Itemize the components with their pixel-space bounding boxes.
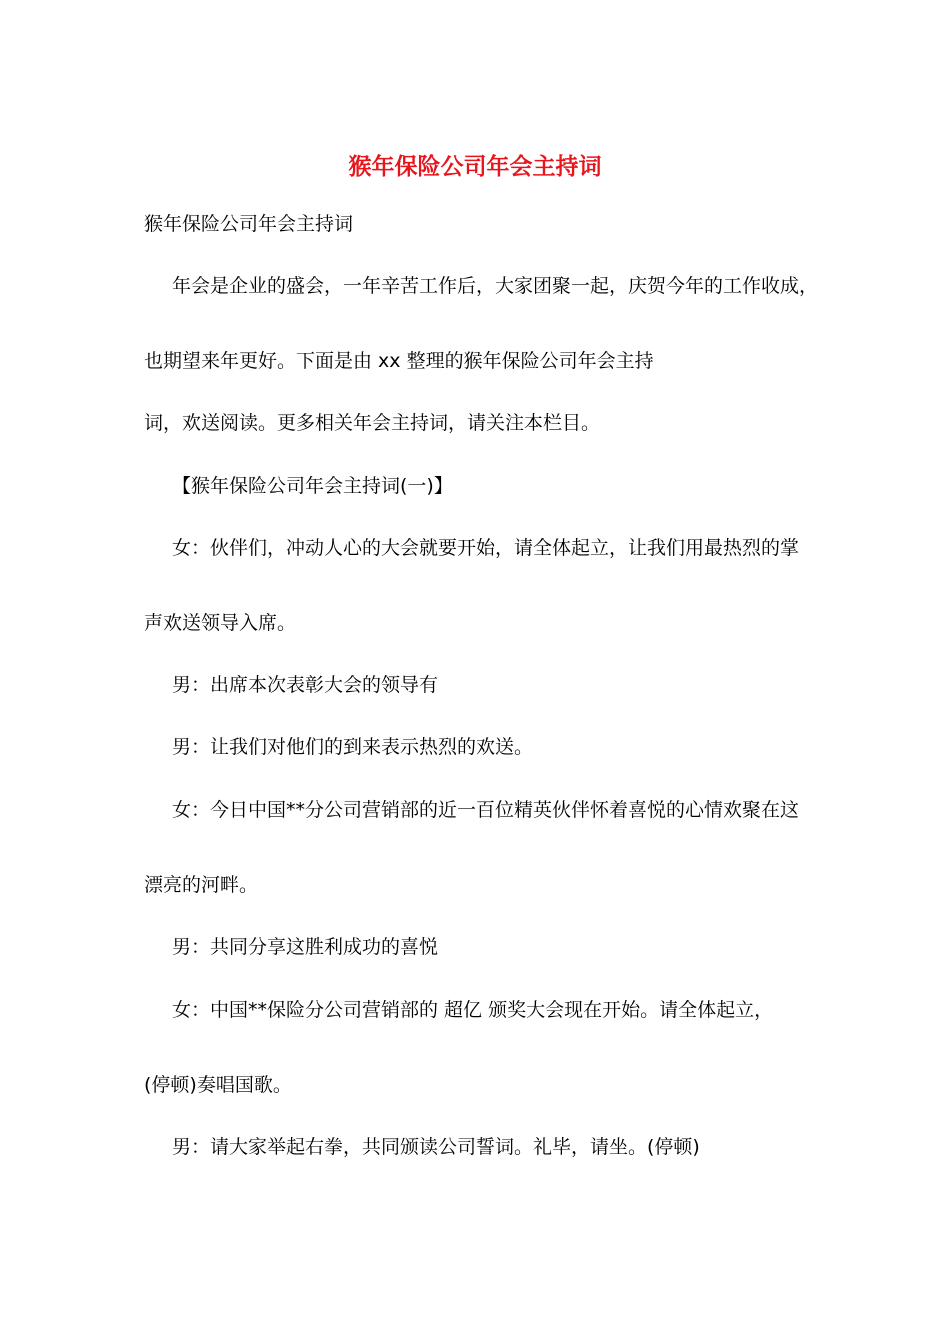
section-heading: 【猴年保险公司年会主持词(一)】 — [172, 475, 453, 497]
paragraph-line: 女：伙伴们，冲动人心的大会就要开始，请全体起立，让我们用最热烈的掌 — [172, 537, 800, 559]
paragraph-line: 女：中国**保险分公司营销部的 超亿 颁奖大会现在开始。请全体起立， — [172, 999, 774, 1021]
paragraph-line: 男：让我们对他们的到来表示热烈的欢送。 — [172, 736, 534, 758]
paragraph-line: 男：出席本次表彰大会的领导有 — [172, 674, 439, 696]
paragraph-line: 声欢送领导入席。 — [144, 612, 297, 634]
paragraph-line: 也期望来年更好。下面是由 xx 整理的猴年保险公司年会主持 — [144, 350, 654, 372]
subtitle-line: 猴年保险公司年会主持词 — [144, 213, 354, 235]
paragraph-line: 漂亮的河畔。 — [144, 874, 259, 896]
paragraph-line: 女：今日中国**分公司营销部的近一百位精英伙伴怀着喜悦的心情欢聚在这 — [172, 799, 800, 821]
document-title: 猴年保险公司年会主持词 — [348, 153, 602, 180]
paragraph-line: (停顿)奏唱国歌。 — [144, 1074, 292, 1096]
paragraph-line: 年会是企业的盛会，一年辛苦工作后，大家团聚一起，庆贺今年的工作收成， — [172, 275, 819, 297]
paragraph-line: 男：请大家举起右拳，共同颁读公司誓词。礼毕，请坐。(停顿) — [172, 1136, 700, 1158]
paragraph-line: 词，欢送阅读。更多相关年会主持词，请关注本栏目。 — [144, 412, 601, 434]
paragraph-line: 男：共同分享这胜利成功的喜悦 — [172, 936, 439, 958]
